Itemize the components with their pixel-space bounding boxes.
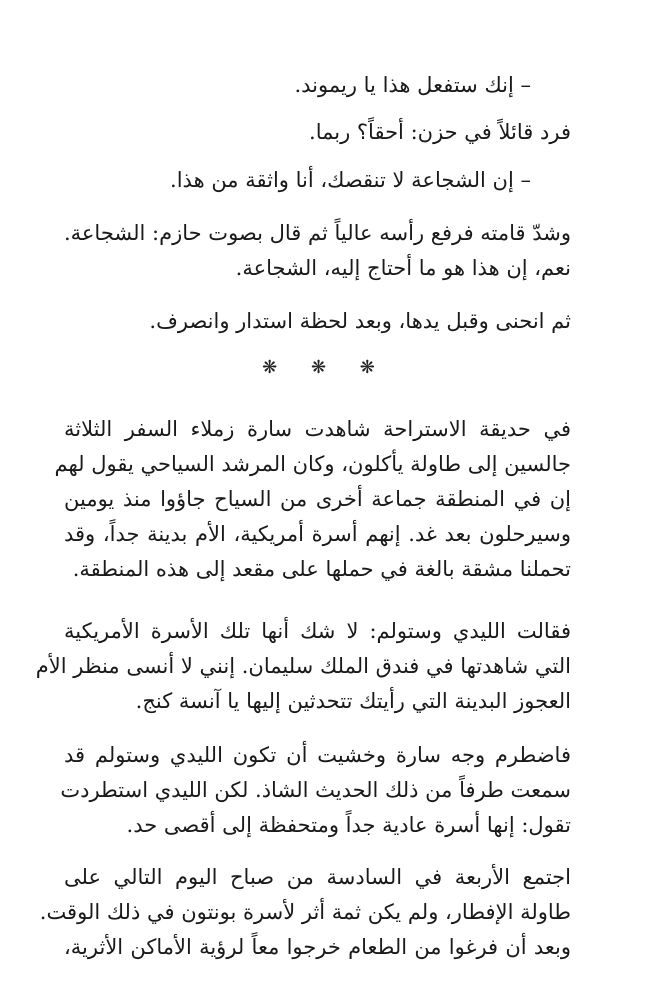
dialogue-line — [64, 68, 531, 103]
section-separator: ❋ ❋ ❋ — [262, 357, 389, 378]
text-line: فاضطرم وجه سارة وخشيت أن تكون الليدي وستولم قد — [64, 743, 571, 767]
paragraph — [64, 216, 571, 286]
dialogue-line — [64, 163, 531, 198]
text-line: ثم انحنى وقبل يدها، وبعد لحظة استدار وانصرف. — [149, 309, 571, 333]
paragraph — [60, 738, 571, 843]
text-line: فقالت الليدي وستولم: لا شك أنها تلك الأسرة الأمريكية — [64, 619, 571, 643]
text-line: وسيرحلون بعد غد. إنهم أسرة أمريكية، الأم بدينة جداً، وقد — [64, 522, 571, 546]
paragraph — [39, 860, 571, 965]
text-line: وشدّ قامته فرفع رأسه عالياً ثم قال بصوت حازم: الشجاعة. — [63, 221, 571, 245]
text-line: اجتمع الأربعة في السادسة من صباح اليوم التالي على — [64, 865, 571, 889]
text-line: التي شاهدتها في فندق الملك سليمان. إنني لا أنسى منظر الأم — [35, 654, 571, 678]
text-line: تحملنا مشقة بالغة في حملها على مقعد إلى هذه المنطقة. — [72, 557, 571, 581]
text-line: العجوز البدينة التي رأيتك تتحدثين إليها يا آنسة كنج. — [135, 689, 571, 713]
text-line: – إنك ستفعل هذا يا ريموند. — [294, 73, 531, 97]
text-line: طاولة الإفطار، ولم يكن ثمة أثر لأسرة بونتون في ذلك الوقت. — [39, 900, 571, 924]
text-line: نعم، إن هذا هو ما أحتاج إليه، الشجاعة. — [235, 256, 571, 280]
text-line: وبعد أن فرغوا من الطعام خرجوا معاً لرؤية الأماكن الأثرية، — [64, 935, 571, 959]
text-line: فرد قائلاً في حزن: أحقاً؟ ربما. — [309, 120, 571, 144]
text-line: في حديقة الاستراحة شاهدت سارة زملاء السفر الثلاثة — [64, 417, 571, 441]
text-line: – إن الشجاعة لا تنقصك، أنا واثقة من هذا. — [170, 168, 531, 192]
text-line: جالسين إلى طاولة يأكلون، وكان المرشد السياحي يقول لهم — [54, 452, 571, 476]
paragraph — [54, 412, 571, 587]
paragraph — [35, 614, 571, 719]
text-line: سمعت طرفاً من ذلك الحديث الشاذ. لكن الليدي استطردت — [60, 778, 571, 802]
paragraph — [64, 304, 571, 339]
text-line: إن في المنطقة جماعة أخرى من السياح جاؤوا منذ يومين — [64, 487, 571, 511]
text-line: تقول: إنها أسرة عادية جداً ومتحفظة إلى أقصى حد. — [126, 813, 571, 837]
paragraph — [64, 115, 571, 150]
